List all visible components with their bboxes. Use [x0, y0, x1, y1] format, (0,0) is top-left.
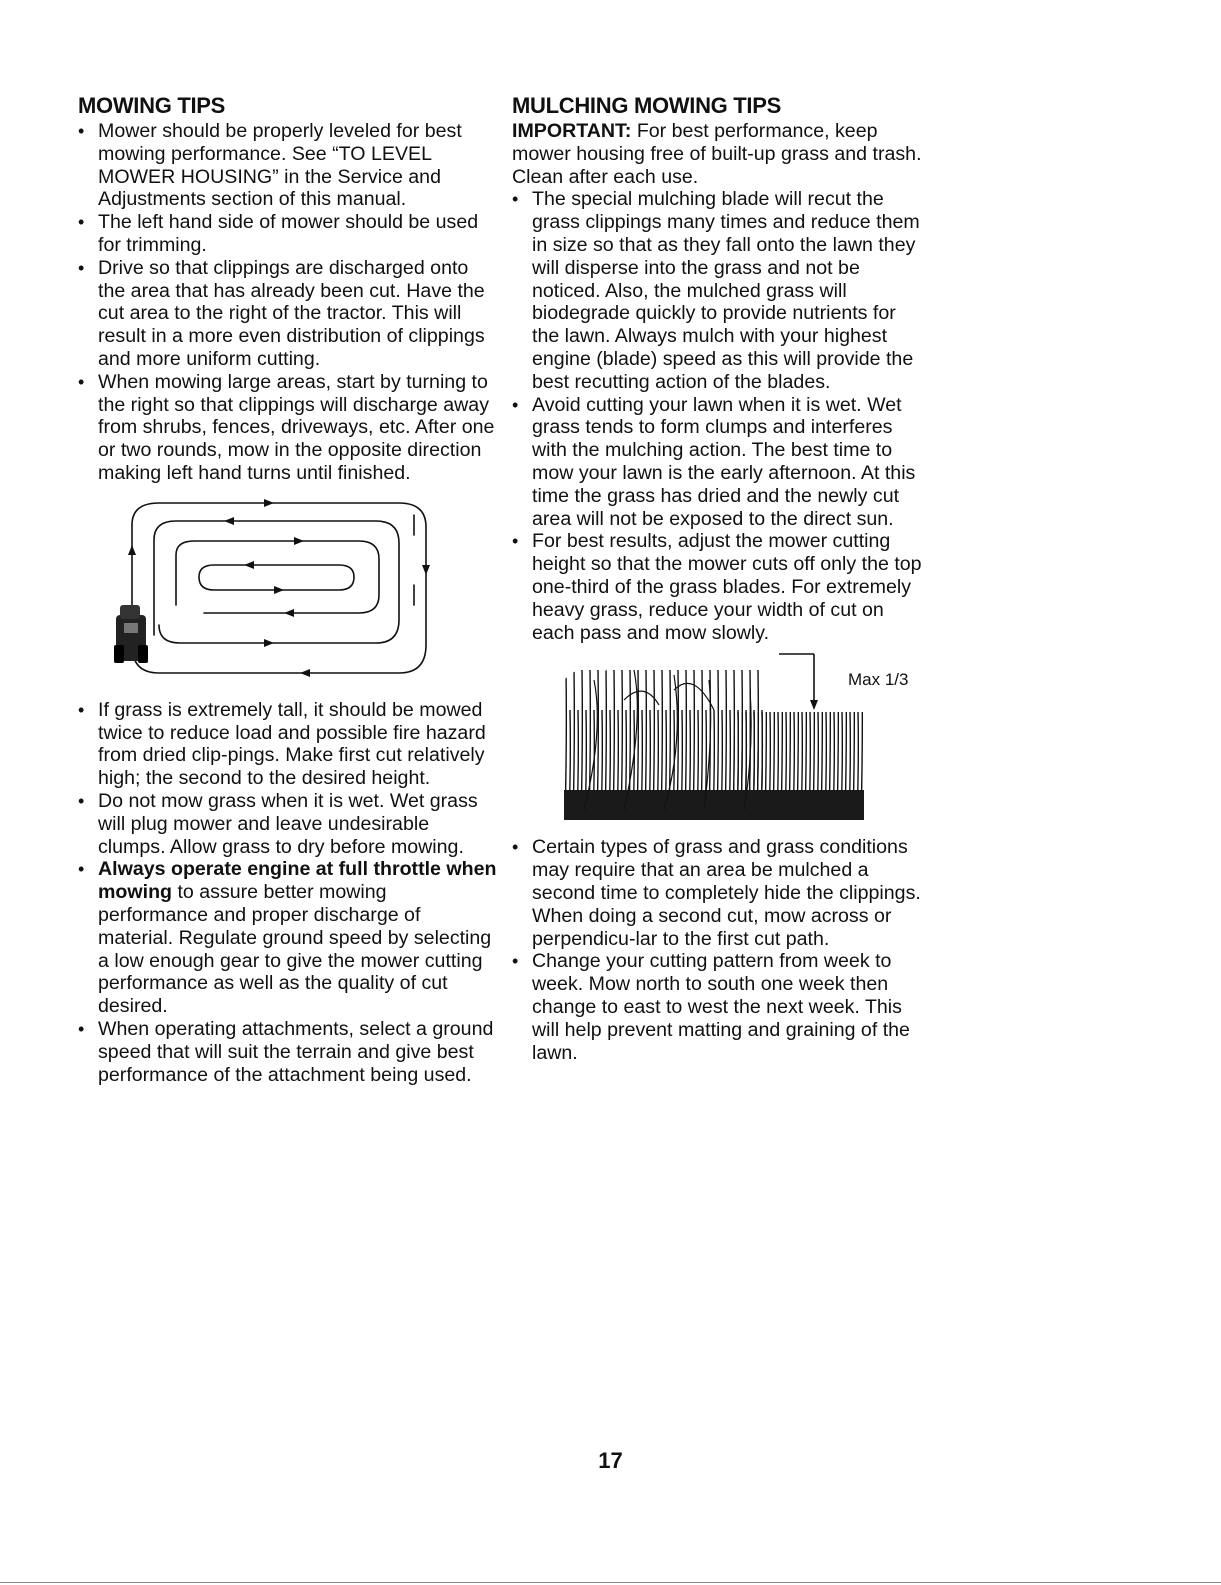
page-bottom-rule: [0, 1582, 1221, 1583]
important-label: IMPORTANT:: [512, 120, 632, 142]
grass-illustration: [564, 650, 864, 820]
list-item: • When mowing large areas, start by turning to the right so that clippings will discharge away from shrubs, fences, driveways, etc. After one or two rounds, mow in the opposite direction making left hand turns until finished.: [78, 371, 498, 485]
mulching-tips-heading: MULCHING MOWING TIPS: [512, 93, 781, 118]
important-note: [512, 120, 922, 188]
mowing-pattern-diagram: [114, 495, 434, 685]
list-item: • If grass is extremely tall, it should be mowed twice to reduce load and possible fire hazard from dried clip-pings. Make first cut relatively high; the second to the desired height.: [78, 699, 498, 790]
tractor-icon: [114, 605, 148, 663]
list-item: [78, 858, 498, 1018]
max-cut-label: Max 1/3: [848, 670, 909, 690]
list-item: • When operating attachments, select a ground speed that will suit the terrain and give best performance of the attachment being used.: [78, 1018, 498, 1086]
list-item: • Change your cutting pattern from week to week. Mow north to south one week then change to east to west the next week. This will help prevent matting and graining of the lawn.: [512, 950, 922, 1064]
list-item: • For best results, adjust the mower cutting height so that the mower cuts off only the top one-third of the grass blades. For extremely heavy grass, reduce your width of cut on each pass and mow slowly.: [512, 530, 922, 644]
throttle-text: to assure better mowing performance and proper discharge of material. Regulate ground speed by selecting a low enough gear to give the mower cutting performance as well as the quality of cut desired.: [98, 881, 492, 1018]
mowing-tips-heading: MOWING TIPS: [78, 93, 226, 118]
list-item: • Certain types of grass and grass conditions may require that an area be mulched a second time to completely hide the clippings. When doing a second cut, mow across or perpendicu-lar to the first cut path.: [512, 836, 922, 950]
right-column: [512, 94, 922, 1064]
important-text: For best performance, keep mower housing free of built-up grass and trash. Clean after each use.: [512, 120, 922, 188]
list-item: • Drive so that clippings are discharged onto the area that has already been cut. Have the cut area to the right of the tractor. This will result in a more even distribution of clippings and more uniform cutting.: [78, 257, 498, 371]
left-column: [78, 94, 498, 1086]
mowing-tips-list-top: [78, 120, 498, 485]
throttle-warning: Always operate engine at full throttle when mowing: [98, 858, 497, 904]
grass-cut-height-figure: [564, 650, 909, 820]
list-item: • Do not mow grass when it is wet. Wet grass will plug mower and leave undesirable clumps. Allow grass to dry before mowing.: [78, 790, 498, 858]
mowing-tips-list-bottom: [78, 699, 498, 1087]
list-item: • The left hand side of mower should be used for trimming.: [78, 211, 498, 257]
list-item: • The special mulching blade will recut the grass clippings many times and reduce them in size so that as they fall onto the lawn they will disperse into the grass and not be noticed. Also, the mulched grass will biodegrade quickly to provide nutrients for the lawn. Always mulch with your highest engine (blade) speed as this will provide the best recutting action of the blades.: [512, 188, 922, 393]
page-number: 17: [598, 1448, 623, 1473]
mulching-tips-list-bottom: [512, 836, 922, 1064]
list-item: • Avoid cutting your lawn when it is wet. Wet grass tends to form clumps and interferes with the mulching action. The best time to mow your lawn is the early afternoon. At this time the grass has dried and the newly cut area will not be exposed to the direct sun.: [512, 394, 922, 531]
list-item: • Mower should be properly leveled for best mowing performance. See “TO LEVEL MOWER HOUSING” in the Service and Adjustments section of this manual.: [78, 120, 498, 211]
mulching-tips-list-top: [512, 188, 922, 644]
